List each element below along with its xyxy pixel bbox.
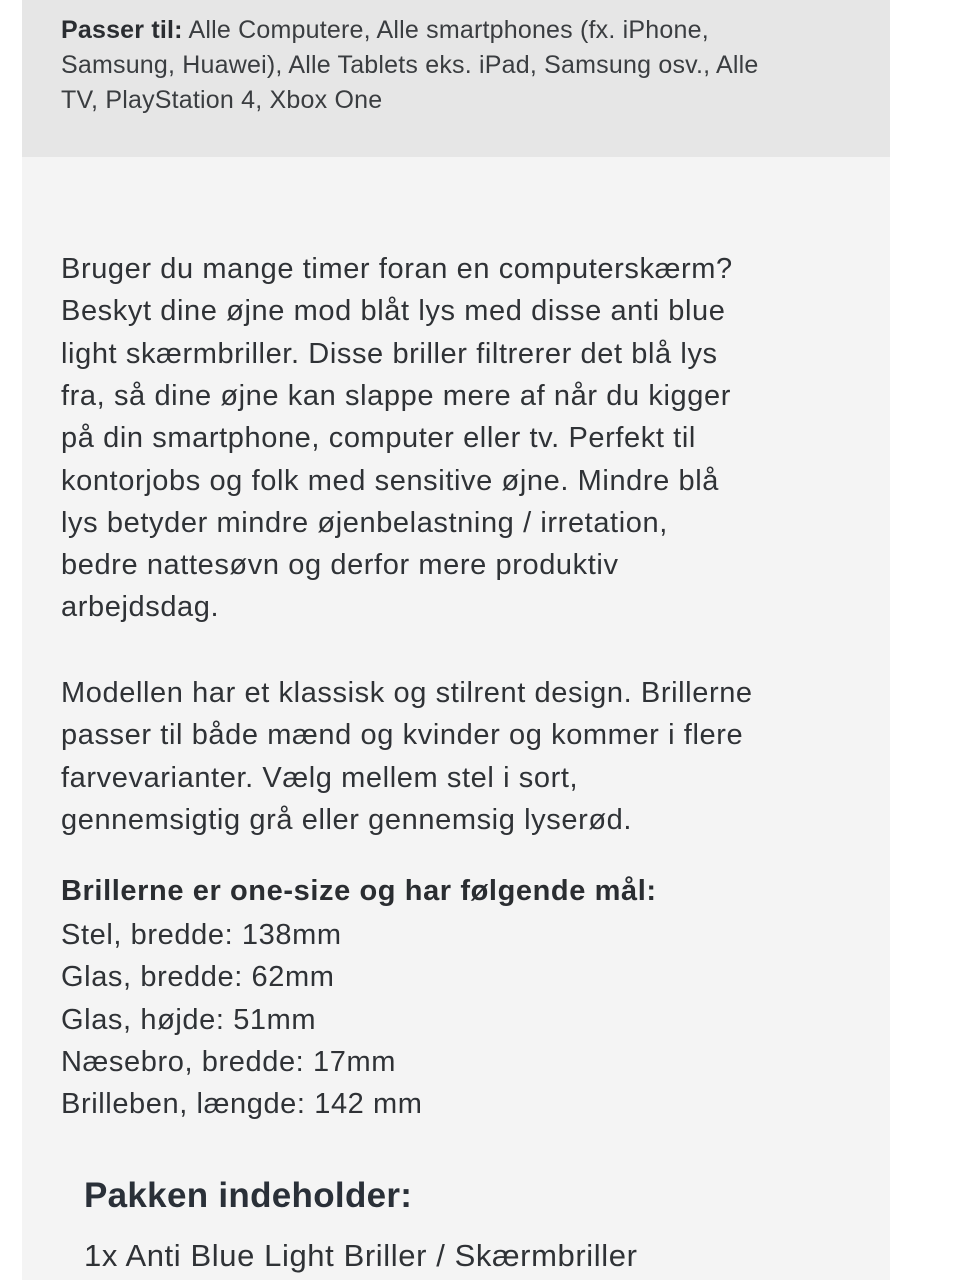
- measurement-item: Stel, bredde: 138mm: [61, 919, 342, 951]
- description-line: Bruger du mange timer foran en computerskærm?: [61, 253, 733, 285]
- description-line: bedre nattesøvn og derfor mere produktiv: [61, 549, 619, 582]
- package-heading: Pakken indeholder:: [84, 1176, 413, 1215]
- description-line: fra, så dine øjne kan slappe mere af når du kigger: [61, 379, 731, 412]
- measurement-item: Brilleben, længde: 142 mm: [61, 1088, 423, 1121]
- description-line: passer til både mænd og kvinder og kommer i flere: [61, 719, 744, 752]
- measurement-item: Glas, højde: 51mm: [61, 1003, 317, 1036]
- description-line: kontorjobs og folk med sensitive øjne. Mindre blå: [61, 464, 720, 497]
- measurement-item: Glas, bredde: 62mm: [61, 961, 335, 994]
- description-line: Beskyt dine øjne mod blåt lys med disse anti blue: [61, 295, 726, 328]
- description-line: gennemsigtig grå eller gennemsig lyserød.: [61, 803, 633, 836]
- package-item: 1x Anti Blue Light Briller / Skærmbriller: [84, 1238, 638, 1273]
- description-line: arbejdsdag.: [61, 591, 220, 624]
- measurement-item: Næsebro, bredde: 17mm: [61, 1045, 396, 1078]
- measurements-heading-text: Brillerne er one-size og har følgende mål:: [61, 875, 657, 907]
- compat-text: Alle Computere, Alle smartphones (fx. iPhone,: [182, 16, 709, 44]
- compat-line: TV, PlayStation 4, Xbox One: [61, 86, 383, 114]
- description-line: lys betyder mindre øjenbelastning / irretation,: [61, 506, 668, 539]
- compat-line: [61, 16, 709, 45]
- description-line: farvevarianter. Vælg mellem stel i sort,: [61, 761, 579, 794]
- description-line: Modellen har et klassisk og stilrent design. Brillerne: [61, 677, 753, 709]
- measurements-heading: [61, 875, 657, 908]
- compat-label: Passer til:: [61, 16, 183, 44]
- description-line: light skærmbriller. Disse briller filtrerer det blå lys: [61, 337, 718, 370]
- compat-line: Samsung, Huawei), Alle Tablets eks. iPad, Samsung osv., Alle: [61, 51, 759, 79]
- description-line: på din smartphone, computer eller tv. Perfekt til: [61, 422, 696, 455]
